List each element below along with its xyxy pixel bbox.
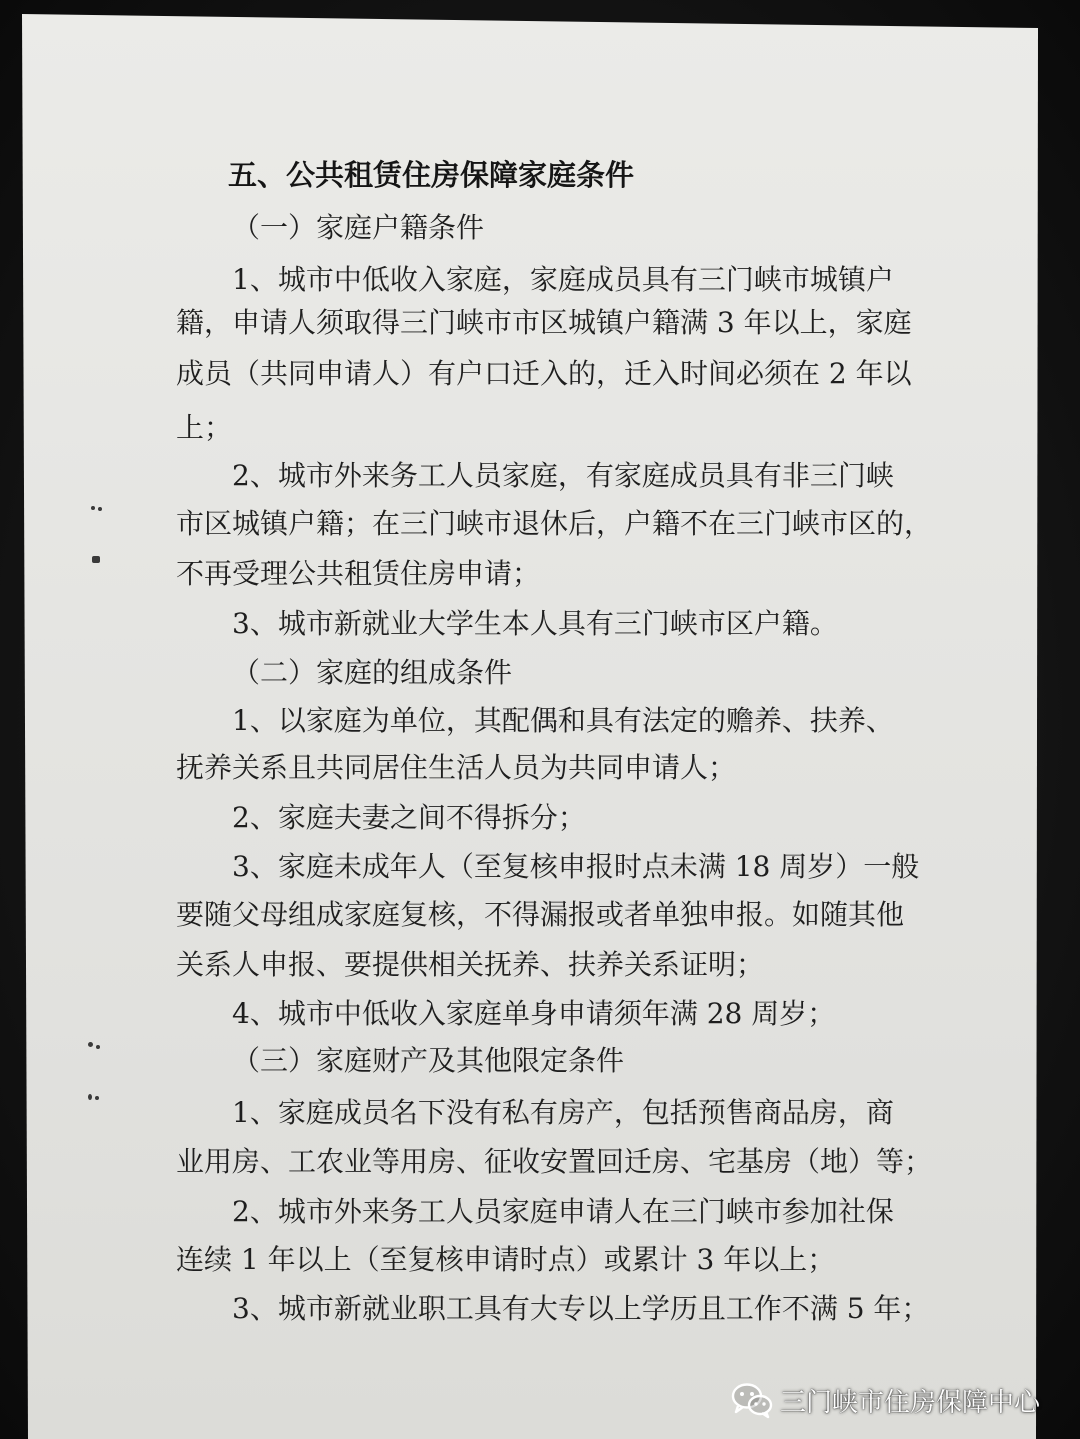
text-line: 不再受理公共租赁住房申请； bbox=[176, 557, 541, 590]
document-heading: 五、公共租赁住房保障家庭条件 bbox=[228, 158, 635, 192]
text-line: 成员（共同申请人）有户口迁入的，迁入时间必须在 2 年以 bbox=[176, 357, 912, 390]
text-line: 籍，申请人须取得三门峡市市区城镇户籍满 3 年以上，家庭 bbox=[176, 306, 912, 339]
watermark-text: 三门峡市住房保障中心 bbox=[780, 1387, 1041, 1418]
text-line: 连续 1 年以上（至复核申请时点）或累计 3 年以上； bbox=[176, 1243, 836, 1276]
text-line: （三）家庭财产及其他限定条件 bbox=[232, 1044, 625, 1077]
text-line: 1、家庭成员名下没有私有房产，包括预售商品房，商 bbox=[232, 1096, 894, 1129]
text-line: 市区城镇户籍；在三门峡市退休后，户籍不在三门峡市区的， bbox=[176, 507, 933, 540]
text-line: （一）家庭户籍条件 bbox=[232, 211, 485, 244]
paper-speck bbox=[88, 1042, 93, 1047]
text-line: 要随父母组成家庭复核，不得漏报或者单独申报。如随其他 bbox=[176, 898, 905, 931]
paper-speck bbox=[91, 506, 95, 510]
text-line: （二）家庭的组成条件 bbox=[232, 656, 513, 689]
text-line: 4、城市中低收入家庭单身申请须年满 28 周岁； bbox=[232, 997, 836, 1030]
text-line: 3、城市新就业大学生本人具有三门峡市区户籍。 bbox=[232, 607, 838, 640]
wechat-icon bbox=[730, 1380, 774, 1420]
text-line: 1、以家庭为单位，其配偶和具有法定的赡养、扶养、 bbox=[232, 704, 894, 737]
paper-speck bbox=[95, 1096, 99, 1100]
text-line: 2、城市外来务工人员家庭申请人在三门峡市参加社保 bbox=[232, 1195, 894, 1228]
text-line: 2、家庭夫妻之间不得拆分； bbox=[232, 801, 586, 834]
paper-speck bbox=[96, 1045, 100, 1049]
watermark bbox=[730, 1378, 1040, 1422]
paper-speck bbox=[98, 507, 102, 511]
text-line: 上； bbox=[176, 411, 233, 444]
text-line: 1、城市中低收入家庭，家庭成员具有三门峡市城镇户 bbox=[232, 263, 894, 296]
text-line: 抚养关系且共同居住生活人员为共同申请人； bbox=[176, 751, 737, 784]
text-line: 3、家庭未成年人（至复核申报时点未满 18 周岁）一般 bbox=[232, 850, 920, 883]
text-line: 3、城市新就业职工具有大专以上学历且工作不满 5 年； bbox=[232, 1292, 930, 1325]
paper-speck bbox=[88, 1094, 92, 1100]
text-line: 关系人申报、要提供相关抚养、扶养关系证明； bbox=[176, 948, 765, 981]
text-line: 业用房、工农业等用房、征收安置回迁房、宅基房（地）等； bbox=[176, 1145, 933, 1178]
paper-speck bbox=[92, 556, 100, 563]
text-line: 2、城市外来务工人员家庭，有家庭成员具有非三门峡 bbox=[232, 459, 894, 492]
